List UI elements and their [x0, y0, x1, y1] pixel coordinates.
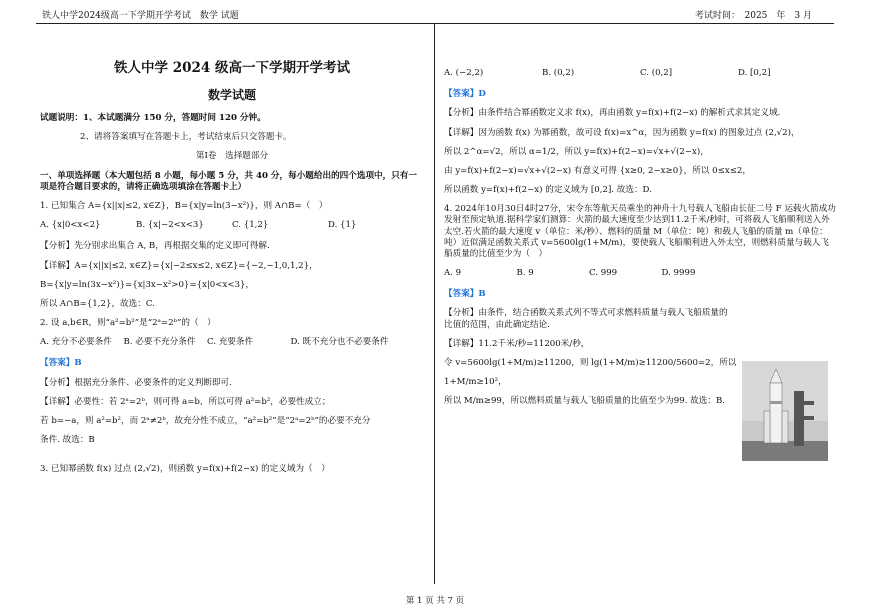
right-column — [444, 30, 836, 415]
question-4: 4. 2024年10月30日4时27分，宋令东等航天员乘坐的神舟十九号载人飞船由长征二号 F 运载火箭成功发射至预定轨道.据科学家们测算：火箭的最大速度至少达到11.2千米/秒时，可将载人飞船顺利送入外太空.若火箭的最大速度 v（单位：米/秒）、燃料的质量 M（单位：吨）和载人飞船的质量 m（单位：吨）近似满足函数关系式 v=5600lg(1+M/m)，要使载人飞船顺利进入外太空，则燃料质量与载人飞船质量的比值至少为（ ） — [444, 204, 836, 259]
option: A. {x|0<x<2} — [40, 220, 101, 231]
instructions-2: 2、请将答案填写在答题卡上，考试结束后只交答题卡。 — [80, 132, 292, 143]
section-heading: 第Ⅰ卷 选择题部分 — [195, 151, 269, 162]
part1-heading: 一、单项选择题（本大题包括 8 小题，每小题 5 分，共 40 分，每小题给出的四个选项中，只有一项是符合题目要求的，请将正确选项填涂在答题卡上） — [40, 170, 418, 192]
q4-detail: 令 v=5600lg(1+M/m)≥11200，则 lg(1+M/m)≥11200/5600=2，所以 — [444, 357, 737, 368]
question-2-options — [40, 337, 424, 348]
header-right: 考试时间： 2025 年 3 月 — [695, 11, 812, 21]
page-footer: 第 1 页 共 7 页 — [405, 596, 465, 606]
option: B. 必要不充分条件 — [123, 337, 196, 348]
question-3: 3. 已知幂函数 f(x) 过点 (2,√2)，则函数 y=f(x)+f(2−x) 的定义域为（ ） — [40, 464, 330, 475]
rocket-photo — [742, 361, 828, 461]
q4-detail: 【详解】11.2千米/秒=11200米/秒， — [444, 338, 590, 349]
exam-title: 铁人中学 2024 级高一下学期开学考试 — [114, 60, 350, 76]
option: D. 9999 — [661, 268, 696, 279]
question-1: 1. 已知集合 A={x||x|≤2, x∈Z}，B={x|y=ln(3−x²)}，则 A∩B=（ ） — [40, 201, 328, 211]
option: B. {x|−2<x<3} — [136, 220, 204, 231]
option: B. 9 — [516, 268, 534, 279]
option: C. 999 — [589, 268, 618, 279]
q3-answer: 【答案】D — [444, 89, 486, 100]
q4-detail: 1+M/m≥10²， — [444, 377, 507, 388]
question-1-options — [40, 220, 424, 231]
option: D. {1} — [328, 220, 357, 231]
column-divider — [434, 24, 435, 584]
q2-analysis: 【分析】根据充分条件、必要条件的定义判断即可. — [40, 377, 232, 388]
header-divider — [36, 23, 834, 24]
option: D. [0,2] — [738, 68, 771, 78]
question-2: 2. 设 a,b∈R，则“a²=b²”是“2ᵃ=2ᵇ”的（ ） — [40, 318, 216, 329]
q3-detail: 所以函数 y=f(x)+f(2−x) 的定义域为 [0,2]. 故选：D. — [444, 185, 652, 196]
q1-detail: B={x|y=ln(3x−x²)}={x|3x−x²>0}={x|0<x<3}， — [40, 279, 255, 290]
q2-answer: 【答案】B — [40, 358, 82, 369]
q2-detail: 【详解】必要性：若 2ᵃ=2ᵇ，则可得 a=b，所以可得 a²=b²，必要性成立； — [40, 396, 331, 407]
instructions-1: 试题说明：1、本试题满分 150 分，答题时间 120 分钟。 — [40, 113, 266, 124]
option: C. {1,2} — [232, 220, 269, 231]
question-4-options — [444, 268, 734, 279]
question-3-options — [444, 68, 836, 79]
q2-detail: 若 b=−a，则 a²=b²，而 2ᵃ≠2ᵇ，故充分性不成立，“a²=b²”是“2ᵃ=2ᵇ”的必要不充分 — [40, 415, 371, 426]
q3-detail: 由 y=f(x)+f(2−x)=√x+√(2−x) 有意义可得 {x≥0, 2−x≥0}，所以 0≤x≤2， — [444, 165, 751, 176]
exam-subtitle: 数学试题 — [207, 87, 256, 102]
q3-detail: 所以 2^α=√2，所以 α=1/2，所以 y=f(x)+f(2−x)=√x+√(2−x)， — [444, 146, 709, 157]
option: A. (−2,2) — [444, 68, 484, 78]
q2-detail: 条件. 故选：B — [40, 435, 95, 446]
q1-detail: 所以 A∩B={1,2}，故选：C. — [40, 298, 155, 309]
option: A. 充分不必要条件 — [40, 337, 112, 348]
q3-detail: 【详解】因为函数 f(x) 为幂函数，故可设 f(x)=x^α，因为函数 y=f(x) 的图象过点 (2,√2)， — [444, 127, 800, 138]
option: C. 充要条件 — [206, 337, 254, 348]
q1-detail: 【详解】A={x||x|≤2, x∈Z}={x|−2≤x≤2, x∈Z}={−2,−1,0,1,2}， — [40, 260, 318, 271]
option: B. (0,2) — [542, 68, 575, 78]
header-left: 铁人中学2024级高一下学期开学考试 数学 试题 — [42, 11, 239, 21]
q4-analysis: 【分析】由条件，结合函数关系式列不等式可求燃料质量与载人飞船质量的比值的范围，由此确定结论. — [444, 308, 728, 330]
option: A. 9 — [444, 268, 462, 279]
left-column — [40, 30, 424, 483]
option: D. 既不充分也不必要条件 — [290, 337, 389, 348]
option: C. (0,2] — [640, 68, 673, 78]
q4-detail: 所以 M/m≥99，所以燃料质量与载人飞船质量的比值至少为99. 故选：B. — [444, 396, 726, 407]
q3-analysis: 【分析】由条件结合幂函数定义求 f(x)，再由函数 y=f(x)+f(2−x) 的解析式求其定义域. — [444, 108, 781, 119]
q4-answer: 【答案】B — [444, 289, 486, 300]
q1-analysis: 【分析】先分别求出集合 A, B，再根据交集的定义即可得解. — [40, 241, 270, 252]
